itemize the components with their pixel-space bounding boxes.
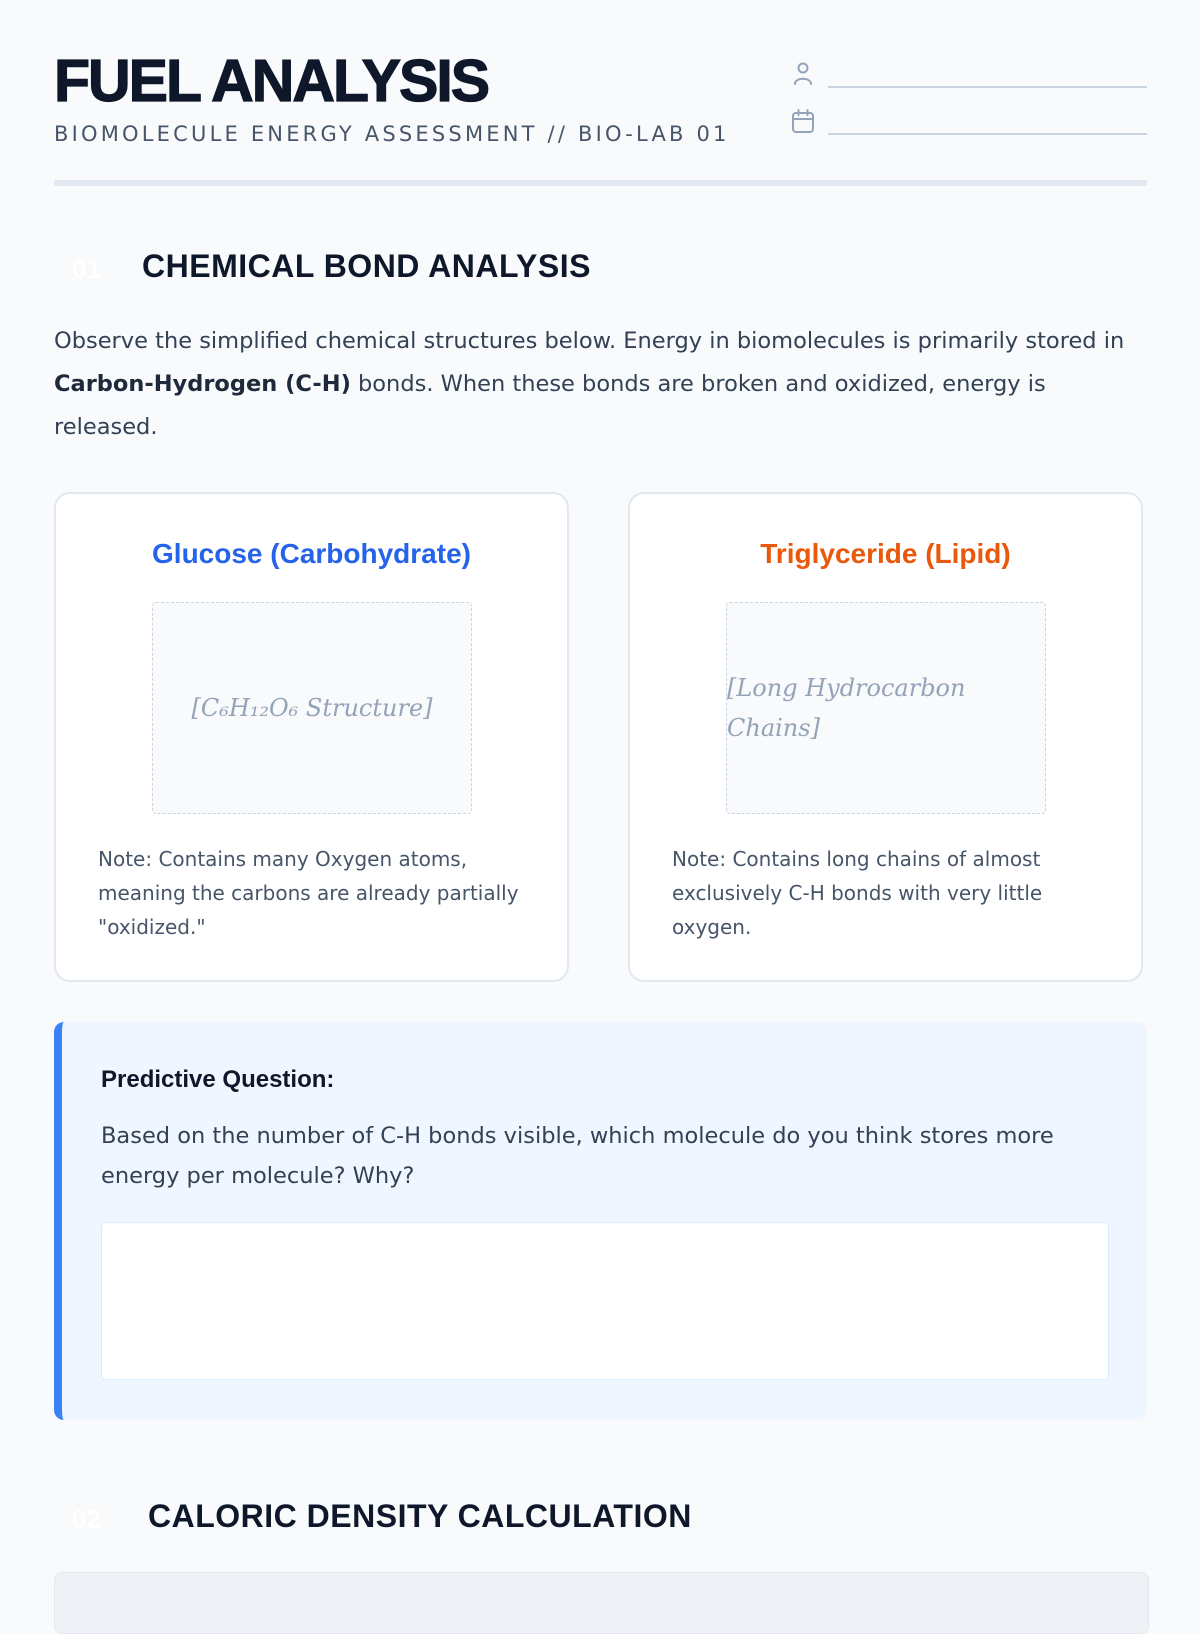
- section-intro: [54, 320, 1147, 449]
- structure-placeholder: [Long Hydrocarbon Chains]: [726, 602, 1046, 814]
- section-number: 02: [72, 1504, 101, 1534]
- card-title: Glucose (Carbohydrate): [152, 538, 471, 569]
- question-label: Predictive Question:: [101, 1066, 335, 1093]
- question-text: Based on the number of C-H bonds visible, which molecule do you think stores more energy per molecule? Why?: [101, 1123, 1054, 1189]
- worksheet-header: [54, 0, 1147, 190]
- structure-placeholder: [C₆H₁₂O₆ Structure]: [152, 602, 472, 814]
- intro-bold-text: Carbon-Hydrogen (C-H): [54, 371, 351, 397]
- user-icon: [790, 60, 816, 88]
- intro-text-end: bonds. When these bonds are broken and oxidized, energy is released.: [54, 371, 1046, 440]
- page-title: FUEL ANALYSIS: [54, 48, 489, 114]
- name-input-line[interactable]: [828, 86, 1147, 88]
- page-subtitle: BIOMOLECULE ENERGY ASSESSMENT // BIO-LAB 01: [54, 122, 730, 146]
- name-field[interactable]: [790, 56, 1147, 92]
- section-title: CALORIC DENSITY CALCULATION: [148, 1498, 692, 1534]
- intro-text: Observe the simplified chemical structures below. Energy in biomolecules is primarily stored in: [54, 328, 1125, 354]
- date-input-line[interactable]: [828, 133, 1147, 135]
- card-title: Triglyceride (Lipid): [760, 538, 1011, 569]
- section-title: CHEMICAL BOND ANALYSIS: [142, 248, 591, 284]
- date-field[interactable]: [790, 103, 1147, 139]
- section-number: 01: [72, 254, 101, 284]
- card-note: Note: Contains many Oxygen atoms, meaning the carbons are already partially "oxidized.": [98, 847, 519, 939]
- glucose-card: [54, 492, 569, 982]
- worksheet-page: [54, 0, 1147, 1534]
- triglyceride-card: [628, 492, 1143, 982]
- answer-field[interactable]: [101, 1222, 1109, 1380]
- header-divider: [54, 180, 1147, 186]
- calculation-table: [54, 1572, 1149, 1634]
- predictive-question-box: [54, 1022, 1147, 1420]
- calendar-icon: [790, 107, 816, 135]
- card-note: Note: Contains long chains of almost exclusively C-H bonds with very little oxygen.: [672, 847, 1043, 939]
